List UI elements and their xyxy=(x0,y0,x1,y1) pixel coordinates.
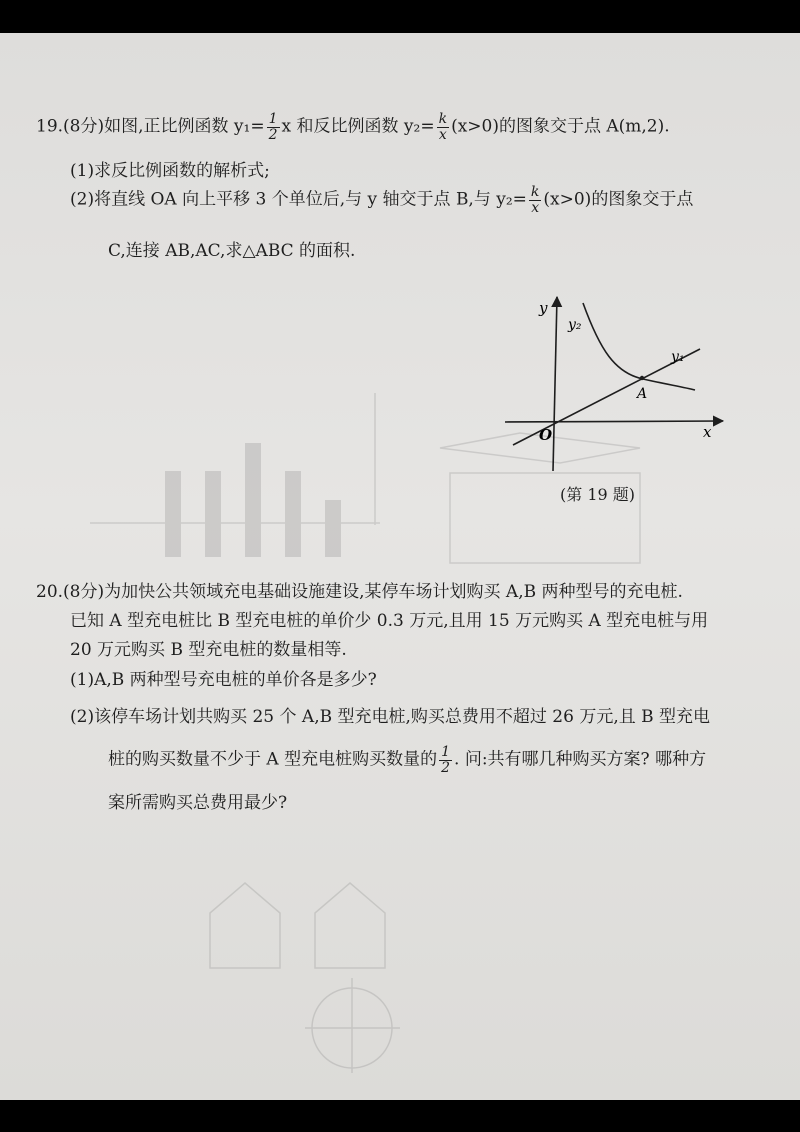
fraction-denominator: x xyxy=(438,126,447,143)
q20-stem-line2: 已知 A 型充电桩比 B 型充电桩的单价少 0.3 万元,且用 15 万元购买 A 型充电桩与用 xyxy=(70,611,709,631)
y-axis xyxy=(553,297,557,471)
q20-stem-line3: 20 万元购买 B 型充电桩的数量相等. xyxy=(70,640,347,660)
point-a-dot xyxy=(640,376,644,380)
fraction-numerator: k xyxy=(530,184,540,200)
fraction-k-over-x-2 xyxy=(529,185,541,215)
q20-part2-line2 xyxy=(108,745,706,775)
q19-stem-text-b: x 和反比例函数 y xyxy=(281,116,414,137)
q19-part2 xyxy=(70,185,693,215)
q20-part2-line3: 案所需购买总费用最少? xyxy=(108,793,288,813)
point-a-label: A xyxy=(637,386,648,402)
q19-stem-text-c: (x>0)的图象交于点 A(m,2). xyxy=(451,116,670,137)
q19-stem-text-a: 19.(8分)如图,正比例函数 y xyxy=(36,116,244,137)
fraction-denominator: 2 xyxy=(268,126,278,143)
curve-y2 xyxy=(583,303,695,390)
q20-part2-text-a: 桩的购买数量不少于 A 型充电桩购买数量的 xyxy=(108,749,438,770)
q19-part2-subscript: ₂= xyxy=(505,189,527,210)
q19-subscript-1: ₁= xyxy=(243,116,265,137)
y2-label: y₂ xyxy=(568,317,582,333)
q19-subscript-2: ₂= xyxy=(413,116,435,137)
q19-part2-text-a: (2)将直线 OA 向上平移 3 个单位后,与 y 轴交于点 B,与 y xyxy=(70,189,506,210)
q20-part2-line1: (2)该停车场计划共购买 25 个 A,B 型充电桩,购买总费用不超过 26 万元,且 B 型充电 xyxy=(70,707,711,727)
q19-part1: (1)求反比例函数的解析式; xyxy=(70,161,270,181)
q20-stem-line1: 20.(8分)为加快公共领域充电基础设施建设,某停车场计划购买 A,B 两种型号的充电桩. xyxy=(36,582,683,602)
fraction-denominator: x xyxy=(531,199,540,216)
q20-part2-text-b: . 问:共有哪几种购买方案? 哪种方 xyxy=(454,749,707,770)
q19-stem xyxy=(36,112,670,142)
fraction-numerator: 1 xyxy=(441,744,451,760)
fraction-denominator: 2 xyxy=(441,759,451,776)
y-axis-label: y xyxy=(539,299,548,317)
fraction-one-half xyxy=(267,112,280,142)
fraction-k-over-x xyxy=(437,112,449,142)
fraction-numerator: k xyxy=(438,111,448,127)
q19-figure-caption: (第 19 题) xyxy=(560,485,636,504)
x-axis xyxy=(505,421,723,422)
q20-part1: (1)A,B 两种型号充电桩的单价各是多少? xyxy=(70,670,377,690)
q19-part2-line2: C,连接 AB,AC,求△ABC 的面积. xyxy=(108,241,356,261)
y1-label: y₁ xyxy=(671,349,685,365)
q19-part2-text-b: (x>0)的图象交于点 xyxy=(543,189,694,210)
fraction-numerator: 1 xyxy=(268,111,278,127)
origin-label: O xyxy=(539,426,553,444)
exam-paper xyxy=(0,33,800,1100)
q19-graph xyxy=(505,295,735,475)
x-axis-label: x xyxy=(703,423,712,441)
fraction-one-half-q20 xyxy=(439,745,452,775)
